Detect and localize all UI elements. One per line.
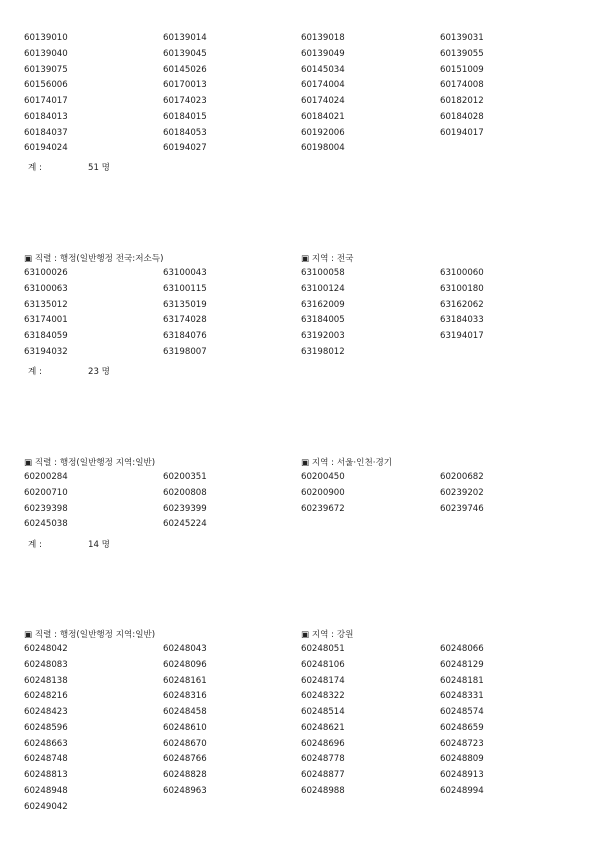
id-cell: 60248316 — [163, 691, 207, 702]
id-cell: 60248331 — [440, 691, 484, 702]
id-cell: 63184059 — [24, 331, 68, 341]
id-cell: 60248458 — [163, 707, 207, 717]
id-cell: 60139055 — [440, 48, 484, 59]
id-cell: 60139031 — [440, 33, 484, 43]
id-row — [24, 128, 584, 144]
id-cell: 60151009 — [440, 64, 484, 75]
header-left: ▣ 직렬 : 행정(일반행정 전국:저소득) — [24, 254, 164, 264]
id-cell: 60194027 — [163, 143, 207, 154]
id-cell: 60239398 — [24, 503, 68, 514]
id-cell: 63162009 — [301, 299, 345, 310]
header-left: ▣ 직렬 : 행정(일반행정 지역:일반) — [24, 630, 156, 640]
id-row — [24, 770, 584, 786]
id-cell: 60248181 — [440, 675, 484, 686]
id-cell: 60174017 — [24, 96, 68, 106]
id-row — [24, 707, 584, 723]
id-cell: 60184015 — [163, 111, 207, 122]
id-cell: 60245224 — [163, 519, 207, 530]
id-row — [24, 488, 584, 504]
id-grid-3 — [24, 644, 584, 817]
id-cell: 60184053 — [163, 127, 207, 138]
id-cell: 60248043 — [163, 644, 207, 654]
id-cell: 63100063 — [24, 283, 68, 294]
id-grid-2 — [24, 472, 584, 535]
id-cell: 60192006 — [301, 127, 345, 138]
total-label: 계 : — [28, 367, 42, 377]
id-cell: 60248083 — [24, 659, 68, 670]
header-right: ▣ 지역 : 서울·인천·경기 — [301, 458, 393, 468]
id-cell: 60248877 — [301, 770, 345, 780]
id-row — [24, 268, 584, 284]
id-cell: 63100124 — [301, 283, 345, 294]
id-cell: 60248670 — [163, 738, 207, 749]
total-count: 51 명 — [88, 163, 110, 173]
id-cell: 60139040 — [24, 48, 68, 59]
id-row — [24, 786, 584, 802]
id-cell: 63174028 — [163, 315, 207, 326]
id-cell: 60239746 — [440, 503, 484, 514]
id-cell: 63100180 — [440, 283, 484, 294]
id-cell: 60184037 — [24, 127, 68, 138]
id-cell: 60200710 — [24, 487, 68, 498]
total-count: 23 명 — [88, 367, 110, 377]
header-left: ▣ 직렬 : 행정(일반행정 지역:일반) — [24, 458, 156, 468]
id-cell: 63184033 — [440, 315, 484, 326]
id-cell: 60139010 — [24, 33, 68, 43]
id-cell: 60248621 — [301, 722, 345, 733]
id-cell: 60184013 — [24, 111, 68, 122]
id-cell: 60248216 — [24, 691, 68, 702]
id-cell: 60248663 — [24, 738, 68, 749]
id-row — [24, 347, 584, 363]
id-row — [24, 802, 584, 818]
id-row — [24, 754, 584, 770]
id-cell: 63194032 — [24, 346, 68, 357]
id-row — [24, 65, 584, 81]
id-cell: 63100060 — [440, 268, 484, 278]
id-cell: 60174008 — [440, 80, 484, 91]
id-cell: 60248778 — [301, 754, 345, 765]
id-cell: 60248596 — [24, 722, 68, 733]
id-cell: 63194017 — [440, 331, 484, 341]
id-cell: 60194024 — [24, 143, 68, 154]
id-cell: 60248994 — [440, 785, 484, 796]
id-cell: 60200351 — [163, 472, 207, 482]
total-0 — [28, 161, 110, 173]
id-cell: 60200900 — [301, 487, 345, 498]
id-cell: 60200284 — [24, 472, 68, 482]
id-cell: 60184028 — [440, 111, 484, 122]
id-cell: 60182012 — [440, 96, 484, 106]
id-cell: 60248174 — [301, 675, 345, 686]
id-cell: 60174024 — [301, 96, 345, 106]
id-cell: 60248828 — [163, 770, 207, 780]
id-cell: 63192003 — [301, 331, 345, 341]
id-cell: 60139075 — [24, 64, 68, 75]
id-grid-1 — [24, 268, 584, 363]
id-cell: 60248748 — [24, 754, 68, 765]
id-cell: 60248766 — [163, 754, 207, 765]
id-row — [24, 315, 584, 331]
id-row — [24, 691, 584, 707]
id-cell: 60248809 — [440, 754, 484, 765]
id-cell: 63198012 — [301, 346, 345, 357]
id-cell: 60248659 — [440, 722, 484, 733]
id-cell: 63100115 — [163, 283, 207, 294]
id-cell: 60248129 — [440, 659, 484, 670]
id-cell: 60248610 — [163, 722, 207, 733]
id-cell: 60248988 — [301, 785, 345, 796]
id-row — [24, 80, 584, 96]
id-cell: 63100026 — [24, 268, 68, 278]
id-cell: 60248051 — [301, 644, 345, 654]
id-cell: 60248096 — [163, 659, 207, 670]
id-row — [24, 143, 584, 159]
id-cell: 60248042 — [24, 644, 68, 654]
id-row — [24, 472, 584, 488]
id-cell: 60139014 — [163, 33, 207, 43]
id-cell: 60248161 — [163, 675, 207, 686]
id-cell: 60248813 — [24, 770, 68, 780]
id-row — [24, 49, 584, 65]
id-row — [24, 284, 584, 300]
id-cell: 60248963 — [163, 785, 207, 796]
id-cell: 60198004 — [301, 143, 345, 154]
id-cell: 60194017 — [440, 127, 484, 138]
id-cell: 60145026 — [163, 64, 207, 75]
id-cell: 63174001 — [24, 315, 68, 326]
id-row — [24, 676, 584, 692]
id-cell: 60248066 — [440, 644, 484, 654]
id-row — [24, 504, 584, 520]
id-row — [24, 112, 584, 128]
id-cell: 60174004 — [301, 80, 345, 91]
id-cell: 60174023 — [163, 96, 207, 106]
id-cell: 60248723 — [440, 738, 484, 749]
id-cell: 63100043 — [163, 268, 207, 278]
total-label: 계 : — [28, 163, 42, 173]
id-cell: 60239672 — [301, 503, 345, 514]
id-cell: 60200682 — [440, 472, 484, 482]
id-cell: 63184005 — [301, 315, 345, 326]
id-cell: 60139049 — [301, 48, 345, 59]
id-row — [24, 644, 584, 660]
id-cell: 60200450 — [301, 472, 345, 482]
id-cell: 63135012 — [24, 299, 68, 310]
id-cell: 63135019 — [163, 299, 207, 310]
total-1 — [28, 365, 110, 377]
id-cell: 60156006 — [24, 80, 68, 91]
id-cell: 60139018 — [301, 33, 345, 43]
id-cell: 60239202 — [440, 487, 484, 498]
id-cell: 60248514 — [301, 707, 345, 717]
id-cell: 60248322 — [301, 691, 345, 702]
id-cell: 60248574 — [440, 707, 484, 717]
id-cell: 63198007 — [163, 346, 207, 357]
id-cell: 60170013 — [163, 80, 207, 91]
header-right: ▣ 지역 : 전국 — [301, 254, 354, 264]
id-cell: 60249042 — [24, 801, 68, 812]
id-row — [24, 519, 584, 535]
id-cell: 60145034 — [301, 64, 345, 75]
id-cell: 63184076 — [163, 331, 207, 341]
id-row — [24, 300, 584, 316]
id-cell: 60139045 — [163, 48, 207, 59]
header-right: ▣ 지역 : 강원 — [301, 630, 354, 640]
id-cell: 60239399 — [163, 503, 207, 514]
id-cell: 60248423 — [24, 707, 68, 717]
id-row — [24, 723, 584, 739]
id-row — [24, 33, 584, 49]
id-cell: 63162062 — [440, 299, 484, 310]
id-cell: 60200808 — [163, 487, 207, 498]
total-count: 14 명 — [88, 540, 110, 550]
id-cell: 60245038 — [24, 519, 68, 530]
id-cell: 60248948 — [24, 785, 68, 796]
id-cell: 60248696 — [301, 738, 345, 749]
id-cell: 60248138 — [24, 675, 68, 686]
total-label: 계 : — [28, 540, 42, 550]
total-2 — [28, 538, 110, 550]
id-grid-0 — [24, 33, 584, 159]
id-cell: 63100058 — [301, 268, 345, 278]
id-cell: 60248106 — [301, 659, 345, 670]
id-row — [24, 96, 584, 112]
id-cell: 60184021 — [301, 111, 345, 122]
id-row — [24, 739, 584, 755]
id-cell: 60248913 — [440, 770, 484, 780]
id-row — [24, 660, 584, 676]
id-row — [24, 331, 584, 347]
